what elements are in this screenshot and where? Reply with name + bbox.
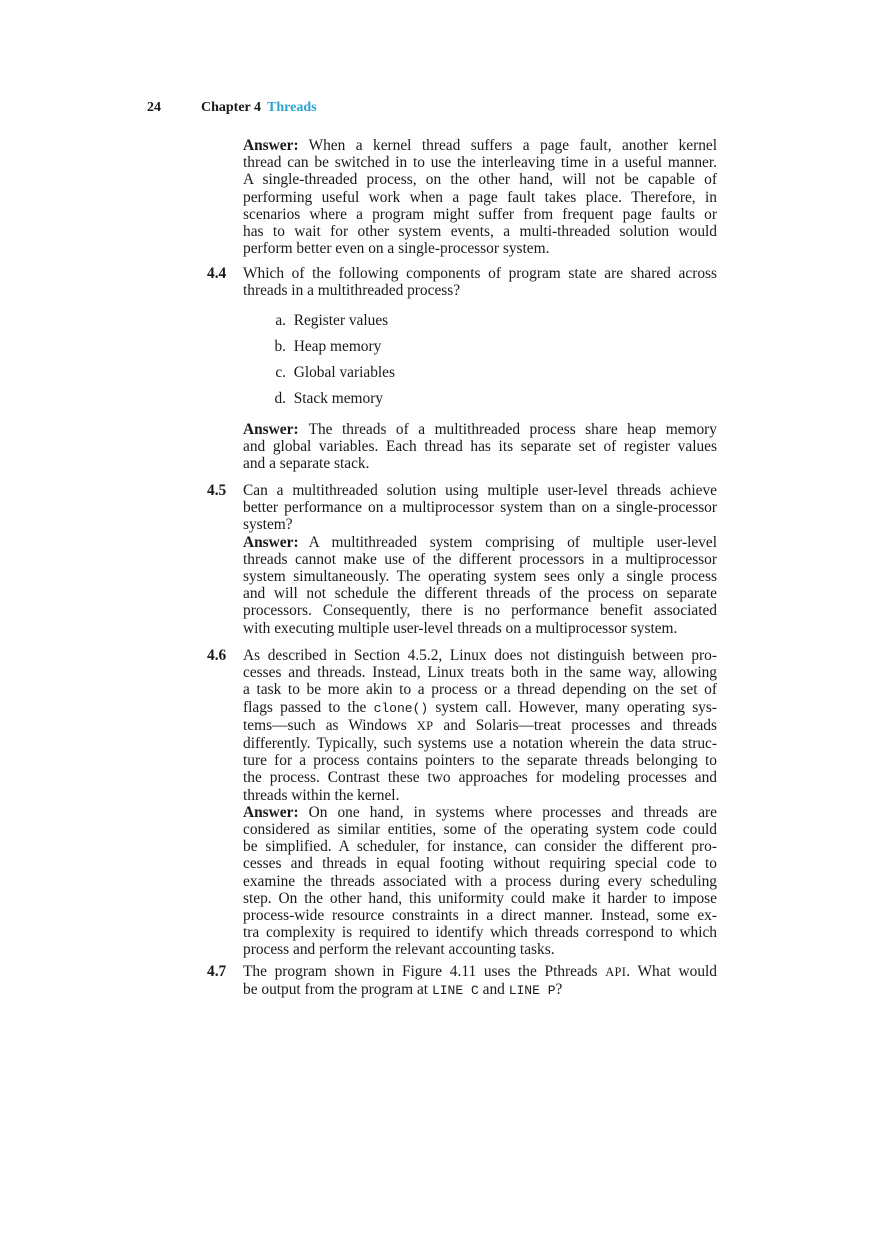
answer-label: Answer:	[243, 137, 299, 154]
text-run: . What would	[626, 963, 717, 980]
text-line: As described in Section 4.5.2, Linux does not distinguish between pro-	[243, 647, 717, 664]
page-number: 24	[147, 100, 161, 115]
question-number-4-4: 4.4	[207, 265, 227, 282]
text-line	[243, 717, 717, 735]
list-item	[259, 312, 388, 329]
answer-label: Answer:	[243, 421, 299, 438]
list-item	[259, 390, 383, 407]
text-line	[243, 699, 717, 717]
text-line: and global variables. Each thread has its separate set of register values	[243, 438, 717, 456]
text-line: Which of the following components of program state are shared across	[243, 265, 717, 282]
question-4-6	[243, 647, 717, 959]
text-run: be output from the program at	[243, 981, 429, 999]
text-line: cesses and threads in equal footing without requiring special code to	[243, 855, 717, 873]
text-line: with executing multiple user-level threads on a multiprocessor system.	[243, 619, 678, 637]
intro-answer	[243, 137, 717, 257]
text-line: has to wait for other system events, a multi-threaded solution would	[243, 223, 717, 241]
list-text: Register values	[293, 312, 389, 329]
text-line	[243, 981, 717, 999]
list-label: a.	[275, 312, 286, 329]
text-line: and a separate stack.	[243, 455, 370, 473]
text-line: tra complexity is required to identify which threads correspond to which	[243, 924, 717, 942]
small-caps-run: API	[605, 965, 627, 979]
text-line: system simultaneously. The operating system sees only a single process	[243, 568, 717, 586]
text-line: and will not schedule the different threads of the process on separate	[243, 585, 717, 603]
text-line: thread can be switched in to use the interleaving time in a useful manner.	[243, 154, 717, 172]
question-number-4-7: 4.7	[207, 963, 227, 980]
text-line: a task to be more akin to a process or a thread depending on the set of	[243, 681, 717, 699]
small-caps-run: XP	[416, 718, 434, 733]
text-line: perform better even on a single-processor system.	[243, 240, 550, 258]
text-line: system?	[243, 516, 293, 534]
text-line: The threads of a multithreaded process share heap memory	[308, 421, 717, 438]
text-line: the process. Contrast these two approaches for modeling processes and	[243, 769, 717, 787]
chapter-title: Threads	[267, 100, 317, 115]
text-line: process-wide resource constraints in a direct manner. Instead, some ex-	[243, 907, 717, 925]
text-line: cesses and threads. Instead, Linux treats both in the same way, allowing	[243, 664, 717, 682]
chapter-label: Chapter 4	[201, 100, 262, 115]
answer-label: Answer:	[243, 533, 299, 551]
list-label: d.	[274, 390, 286, 407]
text-run: and Solaris—treat processes and threads	[443, 716, 717, 734]
text-line: threads within the kernel.	[243, 786, 400, 804]
text-run: flags passed to the	[243, 698, 367, 716]
text-line: examine the threads associated with a process during every scheduling	[243, 872, 717, 890]
list-text: Stack memory	[293, 390, 384, 407]
question-4-4	[243, 265, 717, 299]
text-line: scenarios where a program might suffer from frequent page faults or	[243, 205, 717, 223]
text-run: ?	[555, 981, 563, 999]
text-line: ture for a process contains pointers to the separate threads belonging to	[243, 752, 717, 770]
question-number-4-6: 4.6	[207, 647, 227, 664]
text-line: threads cannot make use of the different processors in a multiprocessor	[243, 550, 717, 568]
text-line: better performance on a multiprocessor system than on a single-processor	[243, 499, 717, 517]
list-text: Heap memory	[293, 338, 382, 355]
text-line: threads in a multithreaded process?	[243, 282, 461, 300]
list-label: c.	[275, 364, 286, 381]
list-label: b.	[274, 338, 286, 355]
text-line: be simplified. A scheduler, for instance, can consider the different pro-	[243, 838, 717, 856]
question-number-4-5: 4.5	[207, 482, 227, 499]
question-4-7	[243, 963, 717, 999]
text-run: The program shown in Figure 4.11 uses the Pthreads	[243, 963, 598, 980]
text-run: and	[482, 981, 505, 999]
answer-4-4	[243, 421, 717, 473]
code-inline: clone()	[373, 700, 429, 716]
text-line: step. On the other hand, this uniformity could make it harder to impose	[243, 889, 717, 907]
text-line: A multithreaded system comprising of multiple user-level	[308, 533, 717, 551]
text-line: process and perform the relevant accounting tasks.	[243, 941, 555, 959]
text-run: tems—such as Windows	[243, 716, 407, 734]
list-item	[259, 338, 381, 355]
text-run: system call. However, many operating sys-	[435, 698, 717, 716]
code-inline: LINE P	[508, 983, 556, 999]
text-line: A single-threaded process, on the other hand, will not be capable of	[243, 171, 717, 189]
text-line: processors. Consequently, there is no performance benefit associated	[243, 602, 717, 620]
text-line: On one hand, in systems where processes and threads are	[308, 803, 717, 821]
text-line: differently. Typically, such systems use a notation wherein the data struc-	[243, 735, 717, 753]
text-line: When a kernel thread suffers a page fault, another kernel	[308, 137, 717, 154]
text-line	[243, 963, 717, 981]
list-item	[259, 364, 395, 381]
text-line: considered as similar entities, some of the operating system code could	[243, 821, 717, 839]
code-inline: LINE C	[431, 983, 479, 999]
list-text: Global variables	[293, 364, 395, 381]
answer-label: Answer:	[243, 803, 299, 821]
text-line: Can a multithreaded solution using multiple user-level threads achieve	[243, 482, 717, 499]
question-4-5	[243, 482, 717, 637]
text-line: performing useful work when a page fault takes place. Therefore, in	[243, 188, 717, 206]
running-header	[147, 100, 317, 116]
